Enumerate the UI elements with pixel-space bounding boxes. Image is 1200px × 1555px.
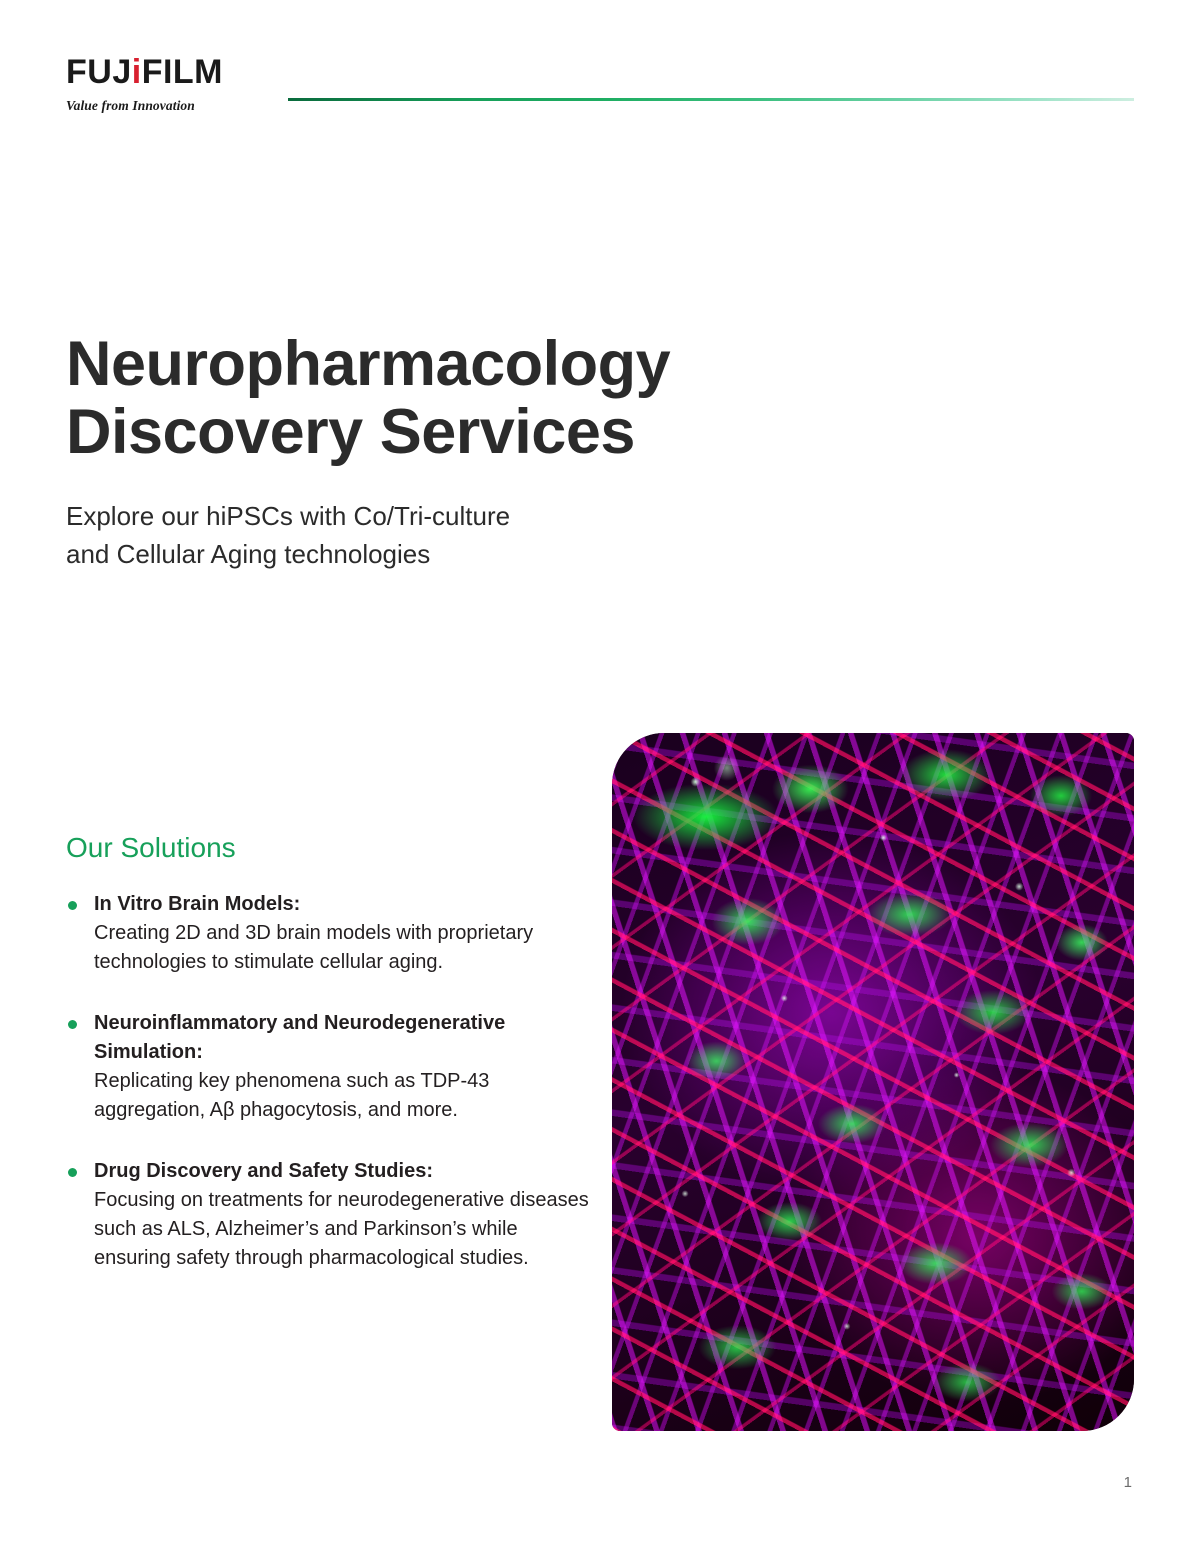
page-title bbox=[66, 330, 926, 466]
page-title-line2: Discovery Services bbox=[66, 397, 635, 468]
list-item-title: Drug Discovery and Safety Studies: bbox=[94, 1160, 433, 1182]
page-subtitle-line2: and Cellular Aging technologies bbox=[66, 538, 431, 569]
bullet-dot-icon bbox=[68, 1020, 77, 1029]
microscopy-highlight-layer bbox=[612, 733, 1134, 1431]
bullet-dot-icon bbox=[68, 901, 77, 910]
page-number: 1 bbox=[1123, 1474, 1132, 1491]
logo-word-part2: FILM bbox=[141, 53, 223, 91]
page-header bbox=[66, 55, 1134, 125]
page-title-line1: Neuropharmacology bbox=[66, 329, 671, 399]
page-subtitle bbox=[66, 498, 926, 573]
logo-tagline: Value from Innovation bbox=[66, 98, 195, 113]
solutions-section bbox=[66, 832, 596, 1305]
list-item-title: In Vitro Brain Models: bbox=[94, 893, 301, 915]
page-subtitle-line1: Explore our hiPSCs with Co/Tri-culture bbox=[66, 501, 511, 532]
list-item bbox=[66, 1157, 596, 1273]
list-item-body: Replicating key phenomena such as TDP-43 aggregation, Aβ phagocytosis, and more. bbox=[94, 1070, 490, 1121]
list-item-title: Neuroinflammatory and Neurodegenerative Simulation: bbox=[94, 1012, 506, 1063]
fujifilm-logo bbox=[66, 55, 256, 114]
microscopy-image bbox=[612, 733, 1134, 1431]
list-item-body: Creating 2D and 3D brain models with proprietary technologies to stimulate cellular aging. bbox=[94, 922, 534, 973]
logo-wordmark bbox=[66, 55, 256, 89]
list-item bbox=[66, 1009, 596, 1125]
list-item-body: Focusing on treatments for neurodegenerative diseases such as ALS, Alzheimer’s and Parkinson’s while ensuring safety through pharmacological studies. bbox=[94, 1189, 589, 1269]
list-item bbox=[66, 890, 596, 977]
title-block bbox=[66, 330, 926, 573]
bullet-dot-icon bbox=[68, 1168, 77, 1177]
solutions-heading: Our Solutions bbox=[66, 832, 236, 863]
logo-word-accent: i bbox=[131, 53, 142, 91]
logo-word-part1: FUJ bbox=[66, 53, 132, 91]
header-gradient-rule bbox=[288, 98, 1134, 101]
